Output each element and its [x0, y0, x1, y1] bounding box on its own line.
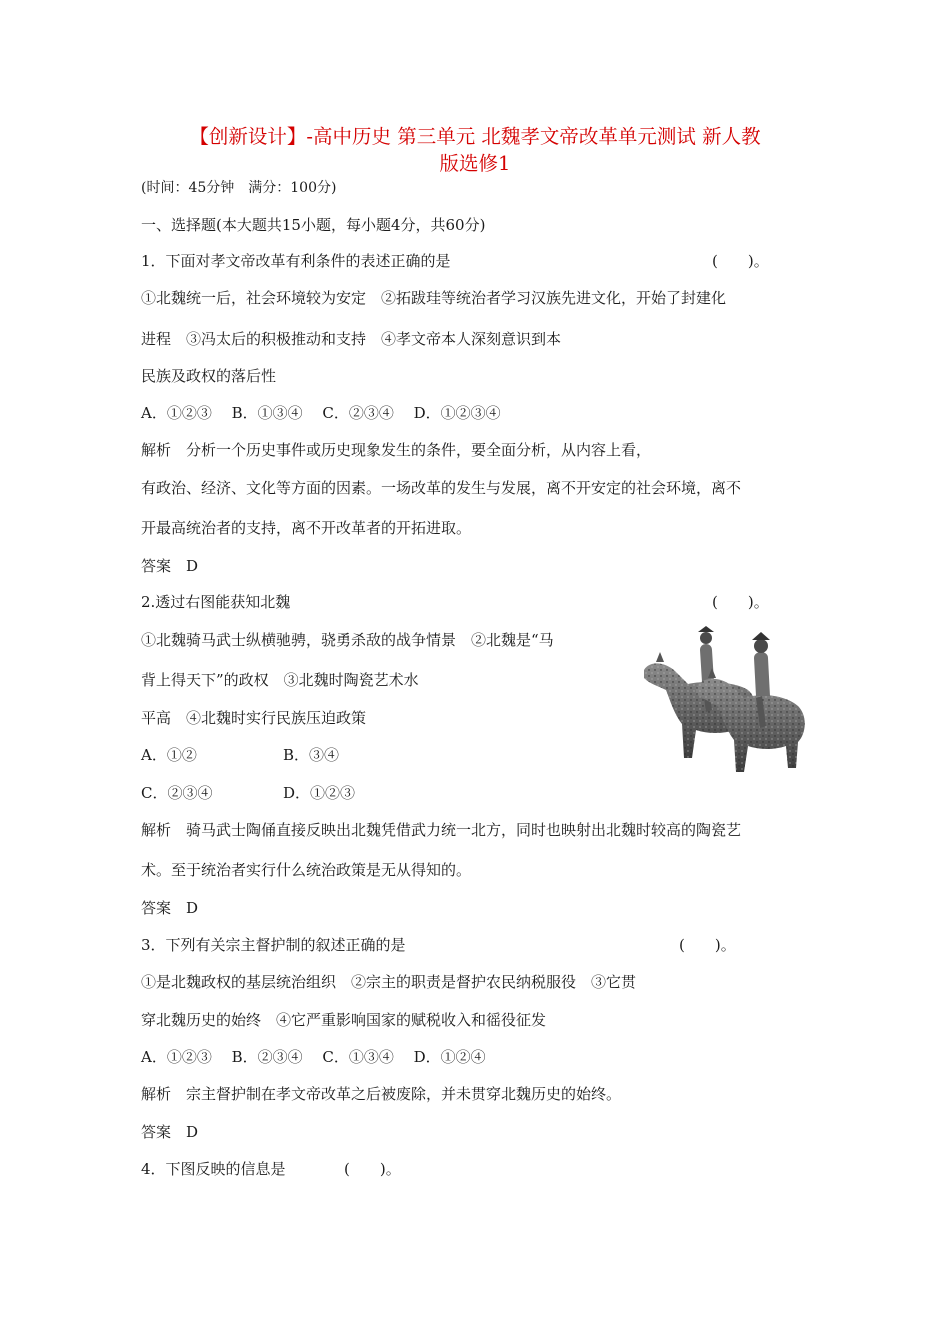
cavalry-pottery-figure-image [636, 626, 812, 774]
question-2-statement-line: 平高 ④北魏时实行民族压迫政策 [141, 709, 367, 727]
question-1-statement-line: 民族及政权的落后性 [141, 367, 277, 385]
question-3-stem: 3．下列有关宗主督护制的叙述正确的是 [141, 936, 406, 954]
question-2-analysis-line: 解析 骑马武士陶俑直接反映出北魏凭借武力统一北方，同时也映射出北魏时较高的陶瓷艺 [141, 821, 742, 839]
document-title-line-2: 版选修1 [439, 152, 511, 175]
question-3-statement-line: ①是北魏政权的基层统治组织 ②宗主的职责是督护农民纳税服役 ③它贯 [141, 973, 637, 991]
exam-meta: (时间：45分钟 满分：100分) [141, 180, 337, 196]
question-1-options: A．①②③ B．①③④ C．②③④ D．①②③④ [141, 404, 501, 422]
question-2-option-d: D．①②③ [283, 784, 356, 802]
question-2-statement-line: 背上得天下”的政权 ③北魏时陶瓷艺术水 [141, 671, 419, 689]
question-3-statement-line: 穿北魏历史的始终 ④它严重影响国家的赋税收入和徭役征发 [141, 1011, 547, 1029]
question-1-answer-blank: ( )。 [712, 252, 769, 270]
question-3-analysis-line: 解析 宗主督护制在孝文帝改革之后被废除，并未贯穿北魏历史的始终。 [141, 1085, 622, 1103]
question-2-answer: 答案 D [141, 899, 199, 917]
question-1-statement-line: ①北魏统一后，社会环境较为安定 ②拓跋珪等统治者学习汉族先进文化，开始了封建化 [141, 289, 727, 307]
question-2-analysis-line: 术。至于统治者实行什么统治政策是无从得知的。 [141, 861, 472, 879]
question-1-analysis-line: 开最高统治者的支持，离不开改革者的开拓进取。 [141, 519, 472, 537]
question-1-analysis-line: 解析 分析一个历史事件或历史现象发生的条件，要全面分析，从内容上看， [141, 441, 652, 459]
question-3-options: A．①②③ B．②③④ C．①③④ D．①②④ [141, 1048, 486, 1066]
question-1-analysis-line: 有政治、经济、文化等方面的因素。一场改革的发生与发展，离不开安定的社会环境，离不 [141, 479, 742, 497]
question-4-stem: 4．下图反映的信息是 [141, 1160, 286, 1178]
question-2-option-c: C．②③④ [141, 784, 213, 802]
section-heading: 一、选择题(本大题共15小题，每小题4分，共60分) [141, 216, 486, 234]
question-2-stem: 2.透过右图能获知北魏 [141, 593, 291, 611]
question-4-answer-blank: ( )。 [344, 1160, 401, 1178]
question-3-answer-blank: ( )。 [679, 936, 736, 954]
question-1-answer: 答案 D [141, 557, 199, 575]
question-2-answer-blank: ( )。 [712, 593, 769, 611]
question-2-statement-line: ①北魏骑马武士纵横驰骋，骁勇杀敌的战争情景 ②北魏是“马 [141, 631, 554, 649]
question-1-stem: 1．下面对孝文帝改革有利条件的表述正确的是 [141, 252, 451, 270]
question-1-statement-line: 进程 ③冯太后的积极推动和支持 ④孝文帝本人深刻意识到本 [141, 330, 562, 348]
question-3-answer: 答案 D [141, 1123, 199, 1141]
document-title-line-1: 【创新设计】-高中历史 第三单元 北魏孝文帝改革单元测试 新人教 [189, 125, 761, 148]
question-2-option-a: A．①② [141, 746, 197, 764]
question-2-option-b: B．③④ [283, 746, 340, 764]
